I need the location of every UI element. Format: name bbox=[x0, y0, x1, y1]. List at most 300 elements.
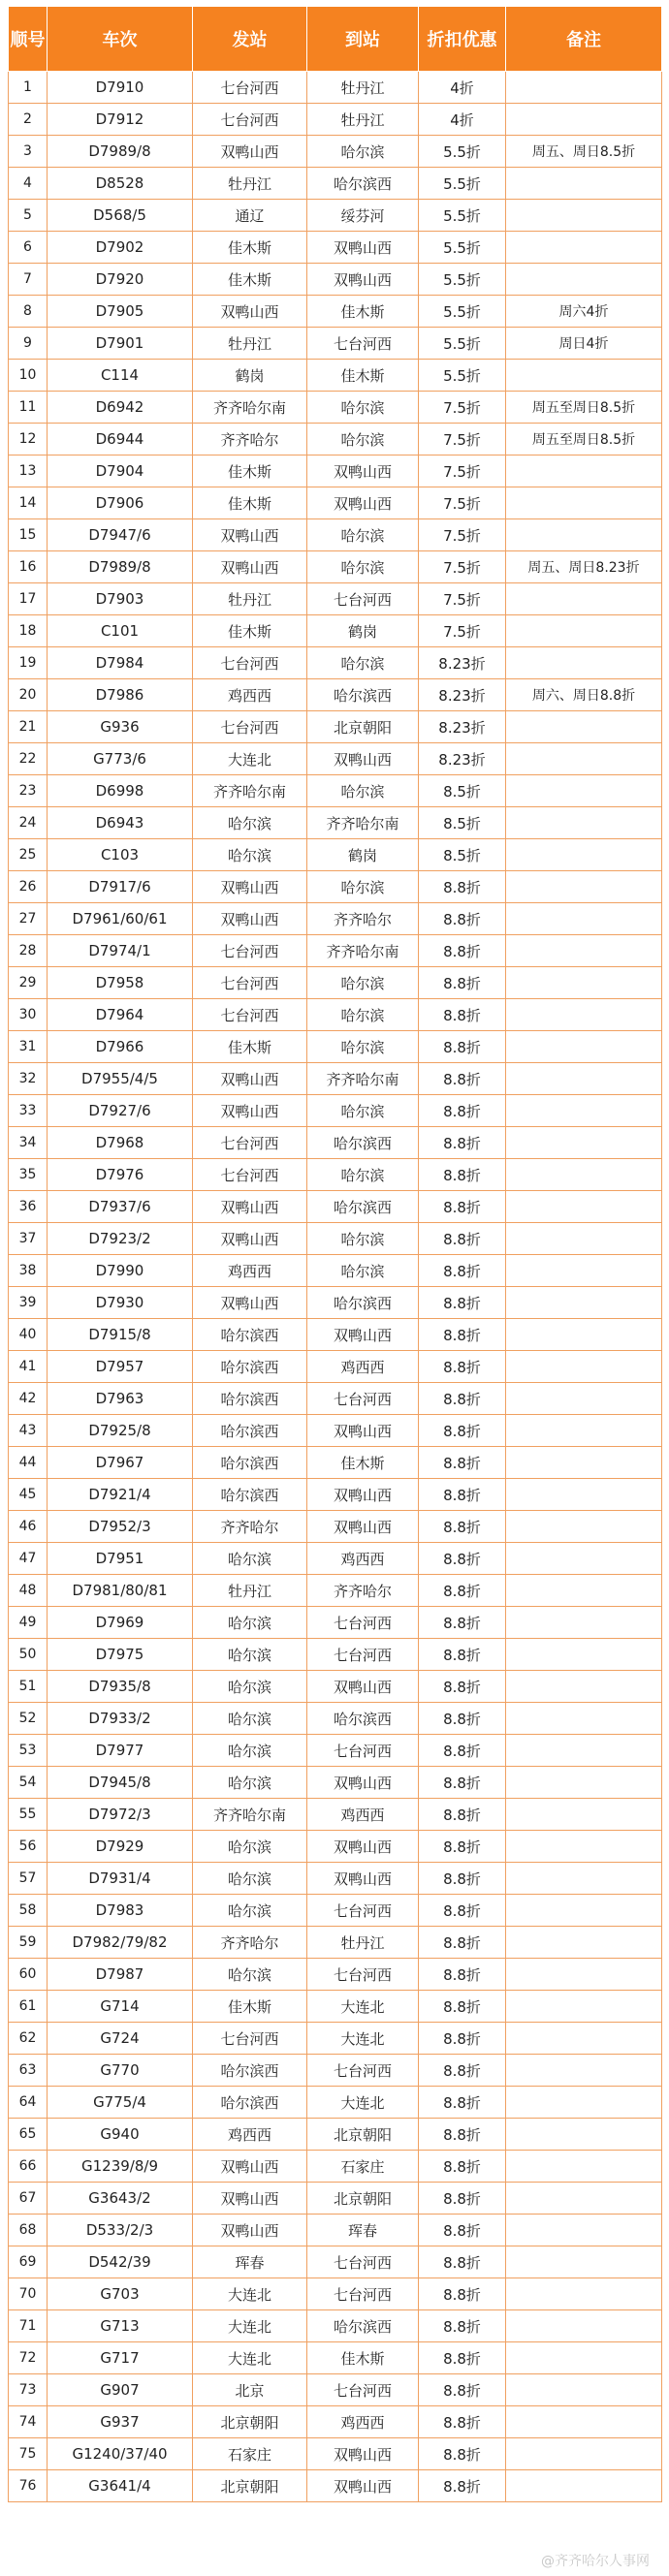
table-row bbox=[9, 2278, 662, 2310]
cell-index: 50 bbox=[9, 1639, 48, 1671]
table-row bbox=[9, 679, 662, 711]
cell-departure-station: 大连北 bbox=[193, 2278, 307, 2310]
cell-discount: 8.8折 bbox=[419, 2406, 506, 2438]
cell-discount: 8.8折 bbox=[419, 1095, 506, 1127]
cell-discount: 8.8折 bbox=[419, 1799, 506, 1831]
cell-remarks bbox=[506, 1639, 662, 1671]
table-row bbox=[9, 839, 662, 871]
cell-arrival-station: 双鸭山西 bbox=[307, 1415, 419, 1447]
cell-departure-station: 大连北 bbox=[193, 743, 307, 775]
cell-discount: 8.8折 bbox=[419, 1543, 506, 1575]
cell-departure-station: 哈尔滨 bbox=[193, 1639, 307, 1671]
cell-arrival-station: 哈尔滨 bbox=[307, 967, 419, 999]
cell-arrival-station: 大连北 bbox=[307, 2023, 419, 2055]
cell-departure-station: 鸡西西 bbox=[193, 1255, 307, 1287]
cell-departure-station: 七台河西 bbox=[193, 72, 307, 104]
cell-discount: 5.5折 bbox=[419, 328, 506, 360]
cell-remarks bbox=[506, 1895, 662, 1927]
cell-remarks bbox=[506, 2183, 662, 2215]
cell-arrival-station: 哈尔滨西 bbox=[307, 168, 419, 200]
cell-discount: 7.5折 bbox=[419, 424, 506, 456]
cell-remarks bbox=[506, 615, 662, 647]
cell-train-number: D7923/2 bbox=[48, 1223, 193, 1255]
cell-train-number: D7972/3 bbox=[48, 1799, 193, 1831]
cell-arrival-station: 七台河西 bbox=[307, 1639, 419, 1671]
cell-arrival-station: 鹤岗 bbox=[307, 839, 419, 871]
table-row bbox=[9, 1735, 662, 1767]
cell-arrival-station: 北京朝阳 bbox=[307, 2119, 419, 2151]
cell-remarks bbox=[506, 1159, 662, 1191]
table-row bbox=[9, 168, 662, 200]
cell-index: 55 bbox=[9, 1799, 48, 1831]
cell-departure-station: 双鸭山西 bbox=[193, 136, 307, 168]
cell-arrival-station: 哈尔滨 bbox=[307, 999, 419, 1031]
cell-arrival-station: 哈尔滨 bbox=[307, 1031, 419, 1063]
cell-discount: 5.5折 bbox=[419, 296, 506, 328]
table-row bbox=[9, 2119, 662, 2151]
cell-train-number: D7917/6 bbox=[48, 871, 193, 903]
cell-discount: 8.8折 bbox=[419, 2215, 506, 2246]
cell-arrival-station: 双鸭山西 bbox=[307, 1319, 419, 1351]
cell-departure-station: 牡丹江 bbox=[193, 583, 307, 615]
cell-discount: 8.8折 bbox=[419, 999, 506, 1031]
cell-index: 60 bbox=[9, 1959, 48, 1991]
cell-remarks bbox=[506, 72, 662, 104]
cell-index: 49 bbox=[9, 1607, 48, 1639]
cell-arrival-station: 七台河西 bbox=[307, 2246, 419, 2278]
table-row bbox=[9, 1959, 662, 1991]
cell-departure-station: 齐齐哈尔 bbox=[193, 1927, 307, 1959]
cell-discount: 8.23折 bbox=[419, 647, 506, 679]
cell-remarks bbox=[506, 1767, 662, 1799]
cell-train-number: D7925/8 bbox=[48, 1415, 193, 1447]
cell-arrival-station: 鸡西西 bbox=[307, 2406, 419, 2438]
table-row bbox=[9, 1511, 662, 1543]
table-row bbox=[9, 1927, 662, 1959]
cell-departure-station: 双鸭山西 bbox=[193, 1191, 307, 1223]
cell-remarks: 周五至周日8.5折 bbox=[506, 424, 662, 456]
cell-remarks bbox=[506, 168, 662, 200]
cell-discount: 8.8折 bbox=[419, 1319, 506, 1351]
cell-arrival-station: 佳木斯 bbox=[307, 360, 419, 392]
cell-train-number: D7929 bbox=[48, 1831, 193, 1863]
cell-index: 69 bbox=[9, 2246, 48, 2278]
cell-discount: 8.8折 bbox=[419, 2246, 506, 2278]
cell-arrival-station: 哈尔滨 bbox=[307, 551, 419, 583]
cell-departure-station: 七台河西 bbox=[193, 999, 307, 1031]
cell-train-number: D6944 bbox=[48, 424, 193, 456]
cell-remarks bbox=[506, 2310, 662, 2342]
cell-train-number: D7961/60/61 bbox=[48, 903, 193, 935]
cell-discount: 8.8折 bbox=[419, 903, 506, 935]
cell-departure-station: 佳木斯 bbox=[193, 264, 307, 296]
cell-remarks bbox=[506, 264, 662, 296]
cell-remarks bbox=[506, 232, 662, 264]
cell-index: 53 bbox=[9, 1735, 48, 1767]
cell-remarks bbox=[506, 456, 662, 487]
cell-arrival-station: 哈尔滨 bbox=[307, 392, 419, 424]
cell-train-number: D7975 bbox=[48, 1639, 193, 1671]
cell-train-number: D7974/1 bbox=[48, 935, 193, 967]
cell-discount: 8.8折 bbox=[419, 1991, 506, 2023]
table-body bbox=[9, 72, 662, 2502]
cell-departure-station: 佳木斯 bbox=[193, 456, 307, 487]
cell-departure-station: 哈尔滨 bbox=[193, 1671, 307, 1703]
cell-departure-station: 哈尔滨西 bbox=[193, 2055, 307, 2087]
table-row bbox=[9, 1479, 662, 1511]
cell-arrival-station: 珲春 bbox=[307, 2215, 419, 2246]
table-row bbox=[9, 583, 662, 615]
cell-remarks bbox=[506, 360, 662, 392]
cell-remarks bbox=[506, 807, 662, 839]
cell-train-number: D7910 bbox=[48, 72, 193, 104]
cell-index: 18 bbox=[9, 615, 48, 647]
cell-discount: 8.8折 bbox=[419, 1671, 506, 1703]
cell-departure-station: 哈尔滨西 bbox=[193, 1383, 307, 1415]
cell-index: 63 bbox=[9, 2055, 48, 2087]
cell-departure-station: 佳木斯 bbox=[193, 232, 307, 264]
cell-train-number: D7927/6 bbox=[48, 1095, 193, 1127]
cell-arrival-station: 哈尔滨 bbox=[307, 1159, 419, 1191]
cell-arrival-station: 哈尔滨 bbox=[307, 775, 419, 807]
cell-index: 44 bbox=[9, 1447, 48, 1479]
cell-train-number: G3641/4 bbox=[48, 2470, 193, 2502]
cell-train-number: D7933/2 bbox=[48, 1703, 193, 1735]
table-row bbox=[9, 104, 662, 136]
cell-train-number: D7976 bbox=[48, 1159, 193, 1191]
cell-discount: 7.5折 bbox=[419, 583, 506, 615]
cell-index: 41 bbox=[9, 1351, 48, 1383]
cell-remarks bbox=[506, 1735, 662, 1767]
cell-departure-station: 哈尔滨 bbox=[193, 1607, 307, 1639]
cell-remarks bbox=[506, 647, 662, 679]
cell-discount: 8.8折 bbox=[419, 2023, 506, 2055]
cell-index: 2 bbox=[9, 104, 48, 136]
cell-index: 45 bbox=[9, 1479, 48, 1511]
cell-departure-station: 哈尔滨 bbox=[193, 1959, 307, 1991]
cell-arrival-station: 鹤岗 bbox=[307, 615, 419, 647]
cell-index: 31 bbox=[9, 1031, 48, 1063]
cell-discount: 8.8折 bbox=[419, 1735, 506, 1767]
cell-train-number: C101 bbox=[48, 615, 193, 647]
cell-train-number: D7955/4/5 bbox=[48, 1063, 193, 1095]
table-row bbox=[9, 72, 662, 104]
cell-remarks bbox=[506, 1511, 662, 1543]
cell-train-number: D7901 bbox=[48, 328, 193, 360]
cell-departure-station: 哈尔滨西 bbox=[193, 2087, 307, 2119]
cell-arrival-station: 七台河西 bbox=[307, 1383, 419, 1415]
cell-train-number: D7937/6 bbox=[48, 1191, 193, 1223]
cell-departure-station: 齐齐哈尔南 bbox=[193, 775, 307, 807]
cell-remarks bbox=[506, 2151, 662, 2183]
table-row bbox=[9, 136, 662, 168]
cell-remarks bbox=[506, 2055, 662, 2087]
cell-train-number: D6942 bbox=[48, 392, 193, 424]
cell-discount: 8.5折 bbox=[419, 807, 506, 839]
cell-arrival-station: 绥芬河 bbox=[307, 200, 419, 232]
cell-index: 35 bbox=[9, 1159, 48, 1191]
cell-discount: 8.8折 bbox=[419, 1831, 506, 1863]
cell-index: 62 bbox=[9, 2023, 48, 2055]
cell-train-number: C103 bbox=[48, 839, 193, 871]
cell-remarks bbox=[506, 1383, 662, 1415]
cell-index: 74 bbox=[9, 2406, 48, 2438]
table-row bbox=[9, 1159, 662, 1191]
cell-train-number: D7987 bbox=[48, 1959, 193, 1991]
table-row bbox=[9, 264, 662, 296]
cell-arrival-station: 双鸭山西 bbox=[307, 743, 419, 775]
cell-index: 5 bbox=[9, 200, 48, 232]
cell-remarks bbox=[506, 1095, 662, 1127]
watermark: @齐齐哈尔人事网 bbox=[541, 2554, 650, 2569]
table-row bbox=[9, 1703, 662, 1735]
cell-departure-station: 哈尔滨西 bbox=[193, 1351, 307, 1383]
cell-train-number: D7966 bbox=[48, 1031, 193, 1063]
cell-remarks bbox=[506, 999, 662, 1031]
cell-arrival-station: 齐齐哈尔南 bbox=[307, 1063, 419, 1095]
cell-remarks bbox=[506, 743, 662, 775]
cell-departure-station: 七台河西 bbox=[193, 967, 307, 999]
cell-discount: 5.5折 bbox=[419, 200, 506, 232]
table-row bbox=[9, 743, 662, 775]
cell-departure-station: 七台河西 bbox=[193, 711, 307, 743]
cell-departure-station: 牡丹江 bbox=[193, 328, 307, 360]
cell-train-number: D6943 bbox=[48, 807, 193, 839]
table-row bbox=[9, 328, 662, 360]
cell-discount: 8.8折 bbox=[419, 1767, 506, 1799]
cell-train-number: G775/4 bbox=[48, 2087, 193, 2119]
cell-discount: 8.8折 bbox=[419, 967, 506, 999]
table-row bbox=[9, 1319, 662, 1351]
cell-remarks bbox=[506, 1607, 662, 1639]
cell-train-number: G724 bbox=[48, 2023, 193, 2055]
cell-index: 6 bbox=[9, 232, 48, 264]
cell-departure-station: 哈尔滨西 bbox=[193, 1319, 307, 1351]
cell-index: 76 bbox=[9, 2470, 48, 2502]
cell-arrival-station: 哈尔滨 bbox=[307, 136, 419, 168]
cell-departure-station: 双鸭山西 bbox=[193, 519, 307, 551]
cell-train-number: G940 bbox=[48, 2119, 193, 2151]
header-row bbox=[9, 7, 662, 72]
cell-remarks: 周六、周日8.8折 bbox=[506, 679, 662, 711]
cell-index: 34 bbox=[9, 1127, 48, 1159]
table-row bbox=[9, 935, 662, 967]
cell-train-number: D7989/8 bbox=[48, 551, 193, 583]
cell-arrival-station: 北京朝阳 bbox=[307, 2183, 419, 2215]
cell-arrival-station: 哈尔滨 bbox=[307, 519, 419, 551]
cell-departure-station: 佳木斯 bbox=[193, 615, 307, 647]
cell-departure-station: 双鸭山西 bbox=[193, 1287, 307, 1319]
table-row bbox=[9, 2183, 662, 2215]
cell-remarks bbox=[506, 1063, 662, 1095]
cell-arrival-station: 哈尔滨 bbox=[307, 647, 419, 679]
cell-discount: 5.5折 bbox=[419, 168, 506, 200]
cell-departure-station: 佳木斯 bbox=[193, 1031, 307, 1063]
cell-arrival-station: 双鸭山西 bbox=[307, 1511, 419, 1543]
cell-train-number: G937 bbox=[48, 2406, 193, 2438]
cell-index: 59 bbox=[9, 1927, 48, 1959]
cell-train-number: D7964 bbox=[48, 999, 193, 1031]
cell-remarks bbox=[506, 583, 662, 615]
cell-remarks: 周五、周日8.5折 bbox=[506, 136, 662, 168]
cell-train-number: D7952/3 bbox=[48, 1511, 193, 1543]
train-discount-table bbox=[8, 6, 662, 2502]
cell-discount: 5.5折 bbox=[419, 136, 506, 168]
table-row bbox=[9, 2406, 662, 2438]
cell-index: 28 bbox=[9, 935, 48, 967]
cell-train-number: D7904 bbox=[48, 456, 193, 487]
cell-departure-station: 佳木斯 bbox=[193, 487, 307, 519]
cell-discount: 5.5折 bbox=[419, 360, 506, 392]
cell-index: 47 bbox=[9, 1543, 48, 1575]
cell-arrival-station: 七台河西 bbox=[307, 2278, 419, 2310]
cell-train-number: D7958 bbox=[48, 967, 193, 999]
cell-train-number: D7905 bbox=[48, 296, 193, 328]
table-row bbox=[9, 775, 662, 807]
cell-index: 10 bbox=[9, 360, 48, 392]
cell-arrival-station: 大连北 bbox=[307, 2087, 419, 2119]
table-row bbox=[9, 2342, 662, 2374]
cell-train-number: D7981/80/81 bbox=[48, 1575, 193, 1607]
cell-discount: 8.8折 bbox=[419, 1255, 506, 1287]
cell-discount: 7.5折 bbox=[419, 551, 506, 583]
cell-discount: 5.5折 bbox=[419, 264, 506, 296]
cell-index: 20 bbox=[9, 679, 48, 711]
table-header bbox=[9, 7, 662, 72]
cell-train-number: D7983 bbox=[48, 1895, 193, 1927]
cell-arrival-station: 七台河西 bbox=[307, 2374, 419, 2406]
cell-departure-station: 齐齐哈尔南 bbox=[193, 392, 307, 424]
cell-discount: 8.23折 bbox=[419, 743, 506, 775]
cell-arrival-station: 牡丹江 bbox=[307, 72, 419, 104]
cell-remarks bbox=[506, 1991, 662, 2023]
table-row bbox=[9, 1895, 662, 1927]
cell-index: 16 bbox=[9, 551, 48, 583]
cell-departure-station: 哈尔滨 bbox=[193, 807, 307, 839]
cell-arrival-station: 七台河西 bbox=[307, 1607, 419, 1639]
cell-index: 14 bbox=[9, 487, 48, 519]
cell-index: 68 bbox=[9, 2215, 48, 2246]
cell-index: 70 bbox=[9, 2278, 48, 2310]
table-row bbox=[9, 1223, 662, 1255]
cell-departure-station: 鸡西西 bbox=[193, 679, 307, 711]
cell-arrival-station: 鸡西西 bbox=[307, 1543, 419, 1575]
cell-departure-station: 北京 bbox=[193, 2374, 307, 2406]
cell-train-number: D7947/6 bbox=[48, 519, 193, 551]
cell-arrival-station: 双鸭山西 bbox=[307, 232, 419, 264]
cell-remarks bbox=[506, 2374, 662, 2406]
cell-remarks bbox=[506, 2119, 662, 2151]
cell-departure-station: 七台河西 bbox=[193, 935, 307, 967]
table-row bbox=[9, 2087, 662, 2119]
cell-discount: 8.23折 bbox=[419, 679, 506, 711]
cell-arrival-station: 齐齐哈尔 bbox=[307, 1575, 419, 1607]
cell-discount: 8.8折 bbox=[419, 1127, 506, 1159]
cell-discount: 8.8折 bbox=[419, 1479, 506, 1511]
table-row bbox=[9, 1383, 662, 1415]
table-row bbox=[9, 711, 662, 743]
cell-arrival-station: 哈尔滨 bbox=[307, 424, 419, 456]
table-row bbox=[9, 456, 662, 487]
cell-discount: 8.8折 bbox=[419, 1895, 506, 1927]
cell-arrival-station: 鸡西西 bbox=[307, 1799, 419, 1831]
cell-discount: 8.5折 bbox=[419, 839, 506, 871]
cell-train-number: D7906 bbox=[48, 487, 193, 519]
cell-remarks bbox=[506, 1831, 662, 1863]
cell-remarks bbox=[506, 2406, 662, 2438]
cell-arrival-station: 双鸭山西 bbox=[307, 264, 419, 296]
cell-arrival-station: 哈尔滨 bbox=[307, 1095, 419, 1127]
cell-arrival-station: 七台河西 bbox=[307, 2055, 419, 2087]
cell-index: 29 bbox=[9, 967, 48, 999]
cell-departure-station: 齐齐哈尔 bbox=[193, 424, 307, 456]
cell-arrival-station: 齐齐哈尔南 bbox=[307, 807, 419, 839]
cell-train-number: G1239/8/9 bbox=[48, 2151, 193, 2183]
cell-index: 36 bbox=[9, 1191, 48, 1223]
table-row bbox=[9, 615, 662, 647]
cell-index: 67 bbox=[9, 2183, 48, 2215]
cell-remarks: 周六4折 bbox=[506, 296, 662, 328]
table-row bbox=[9, 2438, 662, 2470]
cell-departure-station: 双鸭山西 bbox=[193, 296, 307, 328]
cell-train-number: D542/39 bbox=[48, 2246, 193, 2278]
cell-arrival-station: 双鸭山西 bbox=[307, 1767, 419, 1799]
cell-train-number: D7920 bbox=[48, 264, 193, 296]
cell-index: 17 bbox=[9, 583, 48, 615]
cell-departure-station: 双鸭山西 bbox=[193, 903, 307, 935]
cell-departure-station: 哈尔滨 bbox=[193, 1767, 307, 1799]
cell-index: 30 bbox=[9, 999, 48, 1031]
table-row bbox=[9, 1063, 662, 1095]
table-row bbox=[9, 1287, 662, 1319]
table-row bbox=[9, 360, 662, 392]
cell-discount: 8.23折 bbox=[419, 711, 506, 743]
cell-arrival-station: 哈尔滨西 bbox=[307, 2310, 419, 2342]
cell-train-number: G770 bbox=[48, 2055, 193, 2087]
cell-discount: 7.5折 bbox=[419, 456, 506, 487]
table-row bbox=[9, 1767, 662, 1799]
cell-arrival-station: 牡丹江 bbox=[307, 104, 419, 136]
cell-index: 65 bbox=[9, 2119, 48, 2151]
cell-discount: 8.8折 bbox=[419, 1159, 506, 1191]
cell-departure-station: 大连北 bbox=[193, 2342, 307, 2374]
cell-arrival-station: 佳木斯 bbox=[307, 296, 419, 328]
table-row bbox=[9, 2151, 662, 2183]
table-row bbox=[9, 1447, 662, 1479]
cell-arrival-station: 双鸭山西 bbox=[307, 456, 419, 487]
cell-discount: 8.8折 bbox=[419, 2438, 506, 2470]
cell-departure-station: 哈尔滨西 bbox=[193, 1479, 307, 1511]
cell-remarks: 周五、周日8.23折 bbox=[506, 551, 662, 583]
table-row bbox=[9, 967, 662, 999]
cell-train-number: D568/5 bbox=[48, 200, 193, 232]
header-discount: 折扣优惠 bbox=[419, 7, 506, 72]
cell-train-number: D6998 bbox=[48, 775, 193, 807]
cell-index: 23 bbox=[9, 775, 48, 807]
cell-arrival-station: 鸡西西 bbox=[307, 1351, 419, 1383]
cell-index: 9 bbox=[9, 328, 48, 360]
table-row bbox=[9, 392, 662, 424]
cell-index: 73 bbox=[9, 2374, 48, 2406]
cell-index: 40 bbox=[9, 1319, 48, 1351]
cell-index: 25 bbox=[9, 839, 48, 871]
cell-departure-station: 双鸭山西 bbox=[193, 871, 307, 903]
cell-discount: 7.5折 bbox=[419, 392, 506, 424]
cell-arrival-station: 石家庄 bbox=[307, 2151, 419, 2183]
cell-remarks bbox=[506, 2246, 662, 2278]
cell-departure-station: 哈尔滨 bbox=[193, 1863, 307, 1895]
cell-departure-station: 通辽 bbox=[193, 200, 307, 232]
